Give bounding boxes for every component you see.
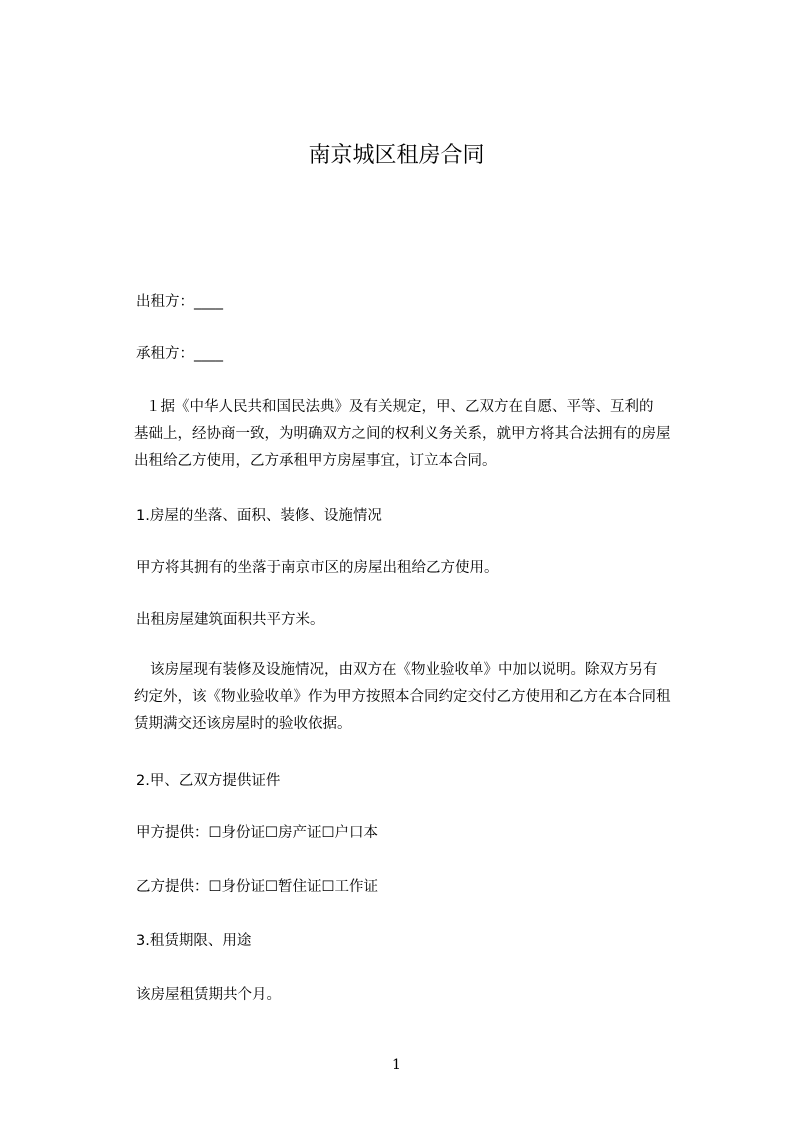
- section-1-condition-paragraph: [136, 657, 696, 738]
- section-1-heading: 1.房屋的坐落、面积、装修、设施情况: [136, 508, 382, 524]
- section-1-area: 出租房屋建筑面积共平方米。: [136, 612, 325, 628]
- section-3-term: 该房屋租赁期共个月。: [136, 987, 281, 1003]
- condition-line-3: 赁期满交还该房屋时的验收依据。: [134, 716, 352, 732]
- lessor-line: 出租方：____: [136, 294, 223, 310]
- condition-line-1: 该房屋现有装修及设施情况，由双方在《物业验收单》中加以说明。除双方另有: [150, 662, 658, 678]
- preamble-line-1: １据《中华人民共和国民法典》及有关规定，甲、乙双方在自愿、平等、互利的: [146, 399, 654, 415]
- preamble-line-2: 基础上，经协商一致，为明确双方之间的权利义务关系，就甲方将其合法拥有的房屋: [134, 426, 671, 442]
- section-1-location: 甲方将其拥有的坐落于南京市区的房屋出租给乙方使用。: [136, 560, 499, 576]
- section-2-party-b: 乙方提供：☐身份证☐暂住证☐工作证: [136, 879, 378, 895]
- lessee-line: 承租方：____: [136, 346, 223, 362]
- page-number: 1: [392, 1057, 401, 1073]
- section-2-party-a: 甲方提供：☐身份证☐房产证☐户口本: [136, 825, 378, 841]
- preamble-line-3: 出租给乙方使用，乙方承租甲方房屋事宜，订立本合同。: [134, 453, 497, 469]
- page-title: 南京城区租房合同: [308, 143, 485, 168]
- section-2-heading: 2.甲、乙双方提供证件: [136, 773, 281, 789]
- section-3-heading: 3.租赁期限、用途: [136, 933, 252, 949]
- condition-line-2: 约定外，该《物业验收单》作为甲方按照本合同约定交付乙方使用和乙方在本合同租: [134, 689, 671, 705]
- preamble-paragraph: [136, 394, 696, 475]
